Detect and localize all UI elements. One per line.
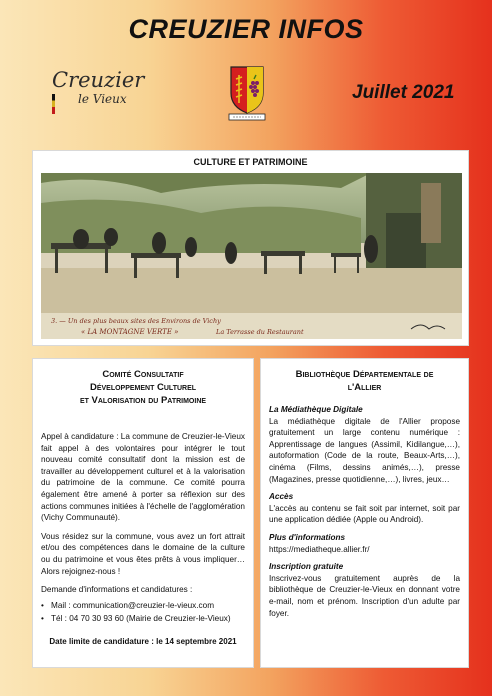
terrace-photo-illustration: [41, 173, 462, 339]
logo-subname: le Vieux: [78, 92, 127, 106]
committee-body: [33, 431, 253, 596]
committee-panel: [32, 358, 254, 668]
library-subheading-info: Plus d'informations: [269, 532, 346, 542]
logo-name: Creuzier: [52, 68, 145, 92]
committee-heading: [33, 368, 253, 407]
committee-paragraph-2: Vous résidez sur la commune, vous avez un fort attrait et/ou des compétences dans le domaine de la culture ou du patrimoine et vous êtes prêts à vous impliquer… Alors rejoignez-nous !: [41, 531, 245, 576]
town-logo: [50, 68, 160, 114]
coat-of-arms-icon: [227, 63, 267, 123]
photo-caption-left: « LA MONTAGNE VERTE »: [81, 328, 179, 336]
committee-heading-line3: et Valorisation du Patrimoine: [79, 395, 207, 406]
committee-paragraph-3: Demande d'informations et candidatures :: [41, 585, 193, 595]
contact-list: [33, 599, 253, 625]
library-text-access: L'accès au contenu se fait soit par internet, soit par une application dédiée (Apple ou Android).: [269, 503, 460, 525]
library-body: [261, 404, 468, 619]
library-subheading-signup: Inscription gratuite: [269, 562, 344, 572]
committee-paragraph-1: Appel à candidature : La commune de Creuzier-le-Vieux fait appel à des volontaires pour intégrer le tout nouveau comité consultatif dont la mission est de travailler au développement culturel et à la valorisation du patrimoine de la commune. Ce comité pourra également être amené à porter sa réflexion sur des actions communes initiées à l'échelle de l'agglomération (Vichy Communauté).: [41, 432, 245, 523]
library-link[interactable]: https://mediatheque.allier.fr/: [269, 544, 370, 554]
logo-flag: [52, 94, 55, 114]
culture-panel: [32, 150, 469, 346]
contact-phone: • Tél : 04 70 30 93 60 (Mairie de Creuzier-le-Vieux): [51, 612, 253, 625]
library-heading-line2: l'Allier: [347, 382, 382, 393]
page-title: CREUZIER INFOS: [128, 14, 364, 44]
library-subheading-digital: La Médiathèque Digitale: [269, 405, 363, 414]
library-panel: [260, 358, 469, 668]
committee-heading-line1: Comité Consultatif: [102, 369, 184, 380]
issue-date: Juillet 2021: [352, 82, 455, 103]
library-text-signup: Inscrivez-vous gratuitement auprès de la bibliothèque de Creuzier-le-Vieux en donnant votre e-mail, nom et prénom. Inscription d'un adulte par foyer.: [269, 573, 460, 618]
vintage-terrace-photo: [41, 173, 462, 339]
library-heading: [261, 368, 468, 394]
photo-caption-right: La Terrasse du Restaurant: [216, 328, 304, 336]
library-subheading-access: Accès: [269, 492, 294, 502]
library-text-digital: La médiathèque digitale de l'Allier propose gratuitement un large contenu numérique : Apprentissage de langues (Assimil, Kidilangue,…), autoformation (Code de la route, Beaux-Arts,…), cinéma (Films, dessins animés,…), presse (Magazines, presse quotidienne,…), livres, jeux…: [269, 416, 460, 484]
contact-mail[interactable]: • Mail : communication@creuzier-le-vieux.com: [51, 599, 253, 612]
library-heading-line1: Bibliothèque Départementale de: [295, 369, 434, 380]
candidacy-deadline: Date limite de candidature : le 14 septembre 2021: [49, 636, 237, 646]
culture-heading: CULTURE ET PATRIMOINE: [193, 157, 308, 167]
committee-heading-line2: Développement Culturel: [89, 382, 197, 393]
photo-caption-top: 3. — Un des plus beaux sites des Environs de Vichy: [51, 317, 221, 325]
